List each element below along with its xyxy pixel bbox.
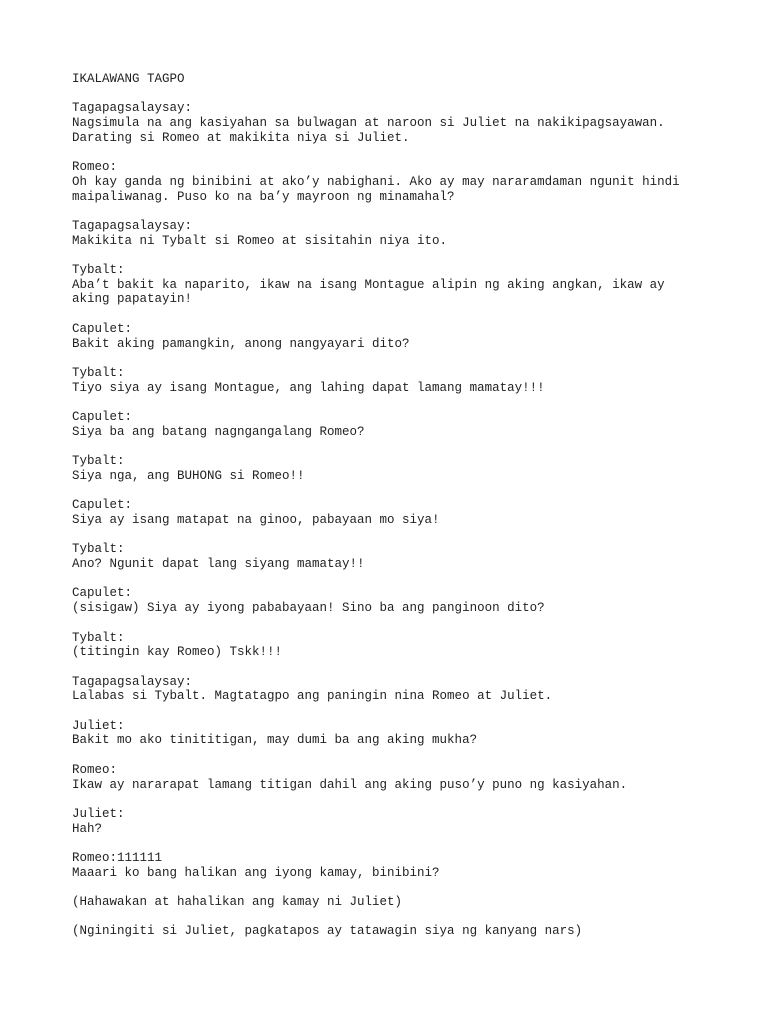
dialogue-line: (titingin kay Romeo) Tskk!!! bbox=[72, 645, 283, 660]
dialogue-line: Makikita ni Tybalt si Romeo at sisitahin niya ito. bbox=[72, 233, 448, 248]
speaker-label: Capulet: bbox=[72, 586, 133, 601]
dialogue-line: (Hahawakan at hahalikan ang kamay ni Juliet) bbox=[72, 895, 403, 910]
speaker-label: Capulet: bbox=[72, 321, 133, 336]
dialogue-line: Darating si Romeo at makikita niya si Juliet. bbox=[72, 130, 410, 145]
dialogue-line: Maaari ko bang halikan ang iyong kamay, binibini? bbox=[72, 865, 440, 880]
dialogue-line: Aba’t bakit ka naparito, ikaw na isang Montague alipin ng aking angkan, ikaw ay bbox=[72, 277, 665, 292]
dialogue-line: Ikaw ay nararapat lamang titigan dahil ang aking puso’y puno ng kasiyahan. bbox=[72, 777, 628, 792]
speaker-label: Juliet: bbox=[72, 806, 125, 821]
script-block bbox=[72, 498, 712, 527]
speaker-label: Tybalt: bbox=[72, 365, 125, 380]
script-block bbox=[72, 675, 712, 704]
dialogue-line: (Nginingiti si Juliet, pagkatapos ay tatawagin siya ng kanyang nars) bbox=[72, 924, 583, 939]
script-block bbox=[72, 851, 712, 880]
speaker-label: Romeo: bbox=[72, 762, 118, 777]
script-block bbox=[72, 263, 712, 307]
script-block bbox=[72, 454, 712, 483]
dialogue-line: maipaliwanag. Puso ko na ba’y mayroon ng minamahal? bbox=[72, 189, 455, 204]
script-block bbox=[72, 219, 712, 248]
speaker-label: Tybalt: bbox=[72, 630, 125, 645]
script-block bbox=[72, 807, 712, 836]
speaker-label: Romeo: bbox=[72, 160, 118, 175]
dialogue-line: Hah? bbox=[72, 821, 103, 836]
script-block bbox=[72, 101, 712, 145]
dialogue-line: Siya ay isang matapat na ginoo, pabayaan mo siya! bbox=[72, 512, 440, 527]
script-block bbox=[72, 895, 712, 910]
speaker-label: Capulet: bbox=[72, 498, 133, 513]
script-body bbox=[72, 101, 712, 939]
speaker-label: Tagapagsalaysay: bbox=[72, 674, 193, 689]
dialogue-line: Oh kay ganda ng binibini at ako’y nabighani. Ako ay may nararamdaman ngunit hindi bbox=[72, 174, 680, 189]
script-block bbox=[72, 322, 712, 351]
script-block bbox=[72, 719, 712, 748]
script-block bbox=[72, 924, 712, 939]
dialogue-line: aking papatayin! bbox=[72, 292, 193, 307]
speaker-label: Juliet: bbox=[72, 718, 125, 733]
scene-title: IKALAWANG TAGPO bbox=[72, 72, 185, 86]
speaker-label: Tybalt: bbox=[72, 263, 125, 278]
script-block bbox=[72, 160, 712, 204]
dialogue-line: Bakit aking pamangkin, anong nangyayari dito? bbox=[72, 336, 410, 351]
speaker-label: Tagapagsalaysay: bbox=[72, 218, 193, 233]
dialogue-line: Nagsimula na ang kasiyahan sa bulwagan at naroon si Juliet na nakikipagsayawan. bbox=[72, 116, 665, 131]
dialogue-line: Siya nga, ang BUHONG si Romeo!! bbox=[72, 468, 305, 483]
speaker-label: Romeo:111111 bbox=[72, 851, 163, 865]
dialogue-line: (sisigaw) Siya ay iyong pababayaan! Sino ba ang panginoon dito? bbox=[72, 601, 545, 616]
script-block bbox=[72, 366, 712, 395]
speaker-label: Capulet: bbox=[72, 410, 133, 425]
speaker-label: Tybalt: bbox=[72, 542, 125, 557]
dialogue-line: Ano? Ngunit dapat lang siyang mamatay!! bbox=[72, 557, 365, 572]
dialogue-line: Bakit mo ako tinititigan, may dumi ba ang aking mukha? bbox=[72, 733, 478, 748]
dialogue-line: Lalabas si Tybalt. Magtatagpo ang paningin nina Romeo at Juliet. bbox=[72, 689, 553, 704]
speaker-label: Tybalt: bbox=[72, 454, 125, 469]
dialogue-line: Siya ba ang batang nagngangalang Romeo? bbox=[72, 424, 365, 439]
speaker-label: Tagapagsalaysay: bbox=[72, 101, 193, 116]
document-page bbox=[72, 72, 712, 954]
script-block bbox=[72, 542, 712, 571]
dialogue-line: Tiyo siya ay isang Montague, ang lahing dapat lamang mamatay!!! bbox=[72, 380, 545, 395]
script-block bbox=[72, 586, 712, 615]
script-block bbox=[72, 410, 712, 439]
script-block bbox=[72, 631, 712, 660]
script-block bbox=[72, 763, 712, 792]
